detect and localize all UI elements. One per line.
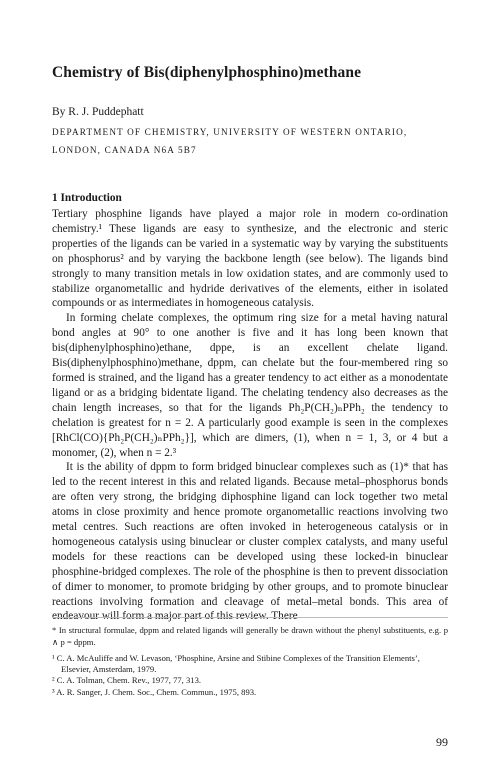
author-line: By R. J. Puddephatt — [52, 106, 144, 118]
references — [52, 653, 448, 698]
affiliation-line-1: DEPARTMENT OF CHEMISTRY, UNIVERSITY OF WESTERN ONTARIO, — [52, 127, 408, 137]
paragraph-2: In forming chelate complexes, the optimum ring size for a metal having natural bond angles at 90° to one another is five and it has long been known that bis(diphenylphosphino)ethane, dppe, is an excellent chelate ligand. Bis(diphenylphosphino)methane, dppm, can chelate but the four-membered ring so formed is strained, and the ligand has a greater tendency to act either as a monodentate ligand or as a bridging bidentate ligand. The chelating tendency also decreases as the chain length increases, so that for the ligands Ph₂P(CH₂)ₙPPh₂ the tendency to chelation is greatest for n = 2. A particularly good example is seen in the complexes [RhCl(CO){Ph₂P(CH₂)ₙPPh₂}], which are dimers, (1), when n = 1, 3, or 4 but a monomer, (2), when n = 2.³ — [52, 312, 448, 459]
reference-1: ¹ C. A. McAuliffe and W. Levason, ‘Phosphine, Arsine and Stibine Complexes of the Transition Elements’, Elsevier, Amsterdam, 1979. — [52, 653, 420, 675]
reference-2: ² C. A. Tolman, Chem. Rev., 1977, 77, 313. — [52, 675, 202, 686]
footnote-divider — [52, 617, 448, 618]
affiliation — [52, 124, 452, 159]
reference-3: ³ A. R. Sanger, J. Chem. Soc., Chem. Commun., 1975, 893. — [52, 686, 257, 697]
body-text — [52, 207, 448, 624]
affiliation-line-2: LONDON, CANADA N6A 5B7 — [52, 144, 197, 155]
article-title: Chemistry of Bis(diphenylphosphino)methane — [52, 64, 362, 81]
paragraph-1: Tertiary phosphine ligands have played a major role in modern co-ordination chemistry.¹ These ligands are easy to synthesize, and the electronic and steric properties of the ligands can be varied in a systematic way by varying the substituents on phosphorus² and by varying the backbone length (see below). The ligands bind strongly to many transition metals in low oxidation states, and are commonly used to stabilize organometallic and hydride derivatives of the elements, either in isolated compounds or as intermediates in homogeneous catalysis. — [52, 208, 448, 310]
footnote: * In structural formulae, dppm and related ligands will generally be drawn without the phenyl substituents, e.g. p ∧ p = dppm. — [52, 625, 448, 647]
paragraph-3: It is the ability of dppm to form bridged binuclear complexes such as (1)* that has led to the recent interest in this and related ligands. Because metal–phosphorus bonds are often very strong, the bridging diphosphine ligand can lock together two metal atoms in close proximity and hence promote organometallic reactions involving two metal centres. Such reactions are often invoked in heterogeneous catalysis or in homogeneous catalysis using binuclear or cluster complex catalysts, and many useful models for these reactions can be developed using these locked-in binuclear phosphine-bridged complexes. The role of the phosphine is then to prevent dissociation of dimer to monomer, to promote bridging by other groups, and to promote binuclear reactions involving formation and cleavage of metal–metal bonds. This area of endeavour will form a major part of this review. There — [52, 461, 448, 623]
section-heading: 1 Introduction — [52, 192, 122, 204]
page-number: 99 — [436, 735, 448, 749]
